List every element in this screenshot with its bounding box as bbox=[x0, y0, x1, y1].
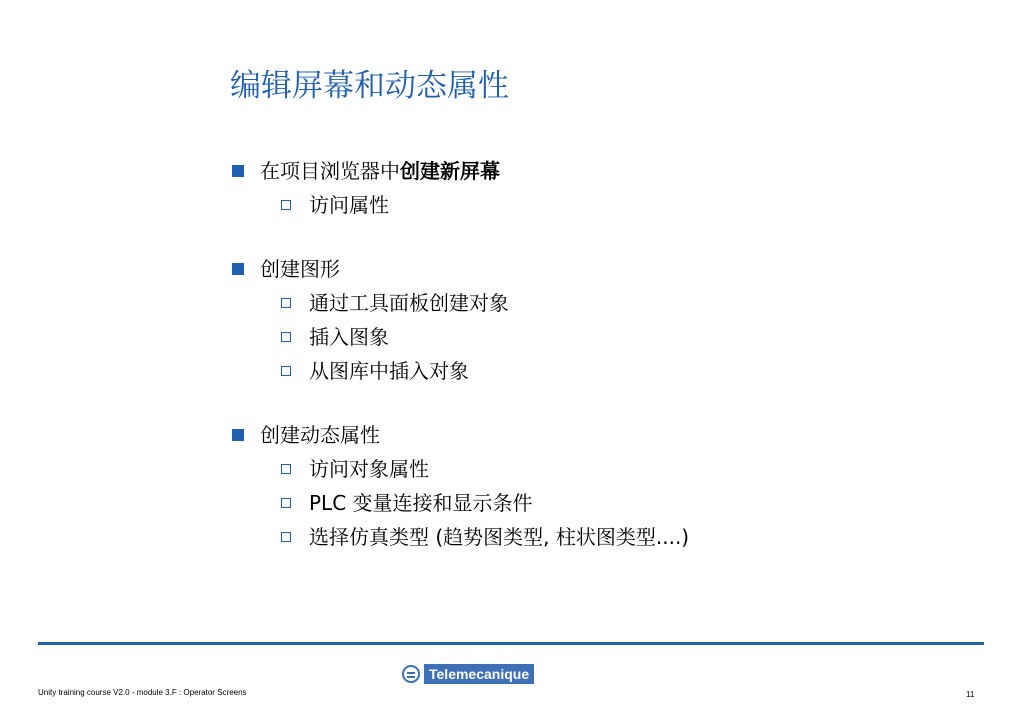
square-bullet-icon bbox=[232, 263, 244, 275]
bullet-text: 插入图象 bbox=[309, 325, 389, 349]
bullet-text: PLC 变量连接和显示条件 bbox=[309, 491, 533, 515]
section-create-graphics bbox=[230, 252, 990, 388]
footer-divider bbox=[38, 642, 984, 645]
bullet-text-bold: 创建新屏幕 bbox=[400, 159, 500, 183]
bullet-item-level1 bbox=[230, 154, 990, 188]
bullet-item-level2 bbox=[230, 486, 990, 520]
slide-title: 编辑屏幕和动态属性 bbox=[230, 68, 509, 104]
bullet-item-level2 bbox=[230, 354, 990, 388]
hollow-square-bullet-icon bbox=[281, 464, 291, 474]
hollow-square-bullet-icon bbox=[281, 332, 291, 342]
bullet-list bbox=[230, 154, 990, 554]
bullet-text-plain: 在项目浏览器中 bbox=[260, 159, 400, 183]
bullet-text: 访问对象属性 bbox=[309, 457, 429, 481]
telemecanique-emblem-icon bbox=[402, 665, 420, 683]
square-bullet-icon bbox=[232, 429, 244, 441]
bullet-item-level2 bbox=[230, 286, 990, 320]
bullet-item-level2 bbox=[230, 452, 990, 486]
logo-wordmark: Telemecanique bbox=[424, 664, 534, 684]
hollow-square-bullet-icon bbox=[281, 532, 291, 542]
section-create-dynamics bbox=[230, 418, 990, 554]
square-bullet-icon bbox=[232, 165, 244, 177]
bullet-text: 通过工具面板创建对象 bbox=[309, 291, 509, 315]
bullet-item-level1 bbox=[230, 252, 990, 286]
hollow-square-bullet-icon bbox=[281, 298, 291, 308]
telemecanique-logo bbox=[402, 663, 534, 685]
bullet-text: 创建图形 bbox=[260, 257, 340, 281]
bullet-text: 从图库中插入对象 bbox=[309, 359, 469, 383]
bullet-item-level2 bbox=[230, 188, 990, 222]
bullet-text: 访问属性 bbox=[309, 193, 389, 217]
section-create-screen bbox=[230, 154, 990, 222]
page-number: 11 bbox=[966, 690, 975, 699]
hollow-square-bullet-icon bbox=[281, 200, 291, 210]
bullet-text: 创建动态属性 bbox=[260, 423, 380, 447]
bullet-item-level2 bbox=[230, 320, 990, 354]
bullet-text: 选择仿真类型 (趋势图类型, 柱状图类型....) bbox=[309, 525, 690, 549]
footer-course-label: Unity training course V2.0 - module 3.F : Operator Screens bbox=[38, 688, 247, 697]
hollow-square-bullet-icon bbox=[281, 366, 291, 376]
bullet-item-level2 bbox=[230, 520, 990, 554]
hollow-square-bullet-icon bbox=[281, 498, 291, 508]
bullet-item-level1 bbox=[230, 418, 990, 452]
